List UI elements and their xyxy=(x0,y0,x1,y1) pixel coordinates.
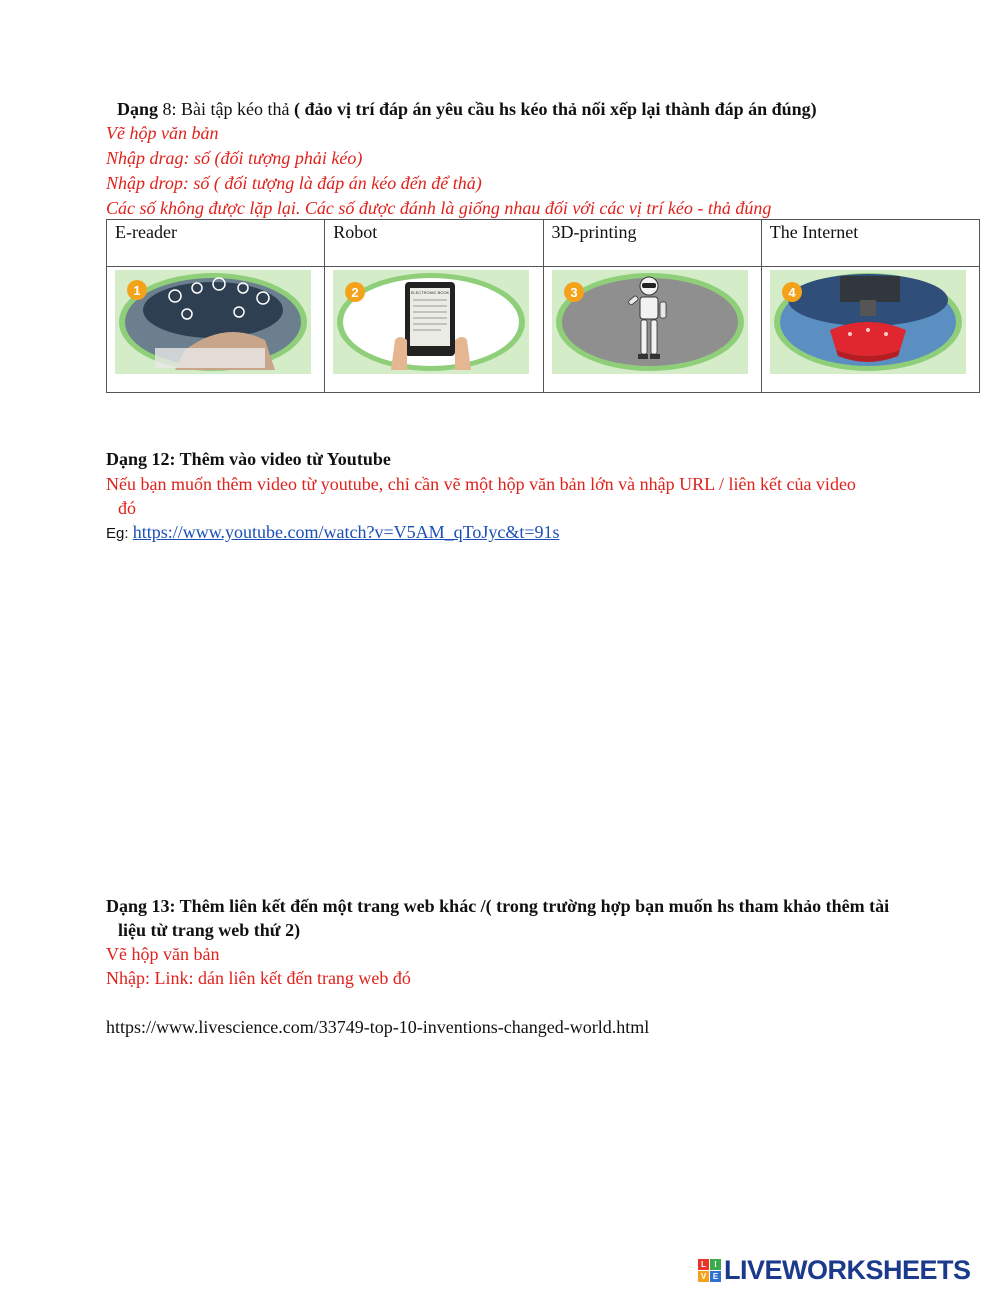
heading-normal: 8: Bài tập kéo thả xyxy=(158,99,294,119)
image-cell-2 xyxy=(325,267,543,393)
badge-number-1: 1 xyxy=(133,283,141,298)
section13-heading-line2: liệu từ trang web thứ 2) xyxy=(118,920,301,940)
header-cell-4 xyxy=(761,220,979,267)
header-internet: The Internet xyxy=(769,222,859,242)
header-3d-printing: 3D-printing xyxy=(551,222,637,242)
instruction-4: Các số không được lặp lại. Các số được đánh là giống nhau đối với các vị trí kéo - thả đúng xyxy=(106,198,772,218)
heading-prefix: Dạng xyxy=(117,99,159,119)
logo-letter-l: L xyxy=(698,1259,709,1270)
badge-number-3: 3 xyxy=(569,285,578,300)
logo-letter-e: E xyxy=(710,1271,721,1282)
youtube-link[interactable]: https://www.youtube.com/watch?v=V5AM_qToJyc&t=91s xyxy=(132,522,560,542)
livescience-url[interactable]: https://www.livescience.com/33749-top-10-inventions-changed-world.html xyxy=(106,1017,650,1037)
section13-instruction-1: Vẽ hộp văn bản xyxy=(106,944,220,964)
instruction-1: Vẽ hộp văn bản xyxy=(106,123,219,143)
ereader-screen-text: ELECTRONIC BOOK xyxy=(411,290,450,295)
image-cell-1 xyxy=(107,267,325,393)
image-cell-4 xyxy=(761,267,979,393)
section13-instruction-2: Nhập: Link: dán liên kết đến trang web đó xyxy=(106,968,411,988)
section12-heading: Dạng 12: Thêm vào video từ Youtube xyxy=(106,449,391,469)
liveworksheets-logo[interactable] xyxy=(698,1256,971,1284)
robot-image[interactable] xyxy=(552,270,748,374)
badge-number-4: 4 xyxy=(788,285,796,300)
instruction-2: Nhập drag: số (đối tượng phải kéo) xyxy=(106,148,363,168)
eg-label: Eg: xyxy=(106,525,133,542)
internet-tech-image[interactable] xyxy=(115,270,311,374)
header-cell-1 xyxy=(107,220,325,267)
instruction-3: Nhập drop: số ( đối tượng là đáp án kéo đến để thả) xyxy=(106,173,482,193)
section12-line1: Nếu bạn muốn thêm video từ youtube, chỉ cần vẽ một hộp văn bản lớn và nhập URL / liên kết của video xyxy=(106,474,856,494)
heading-bold: ( đảo vị trí đáp án yêu cầu hs kéo thả nối xếp lại thành đáp án đúng) xyxy=(293,99,817,119)
logo-blocks-icon xyxy=(698,1259,721,1282)
section13-heading-line1: Dạng 13: Thêm liên kết đến một trang web khác /( trong trường hợp bạn muốn hs tham khảo thêm tài xyxy=(106,896,890,916)
header-ereader: E-reader xyxy=(115,222,177,242)
header-cell-3 xyxy=(543,220,761,267)
header-cell-2 xyxy=(325,220,543,267)
section12-example xyxy=(106,521,560,545)
3d-printer-image[interactable] xyxy=(770,270,966,374)
drag-drop-table xyxy=(106,219,980,393)
header-robot: Robot xyxy=(333,222,378,242)
ereader-image[interactable] xyxy=(333,270,529,374)
logo-letter-i: I xyxy=(710,1259,721,1270)
image-cell-3 xyxy=(543,267,761,393)
section8-heading xyxy=(117,98,817,120)
section12-line2: đó xyxy=(118,498,136,518)
badge-number-2: 2 xyxy=(351,285,359,300)
logo-text: LIVEWORKSHEETS xyxy=(724,1254,971,1285)
logo-letter-v: V xyxy=(698,1271,709,1282)
